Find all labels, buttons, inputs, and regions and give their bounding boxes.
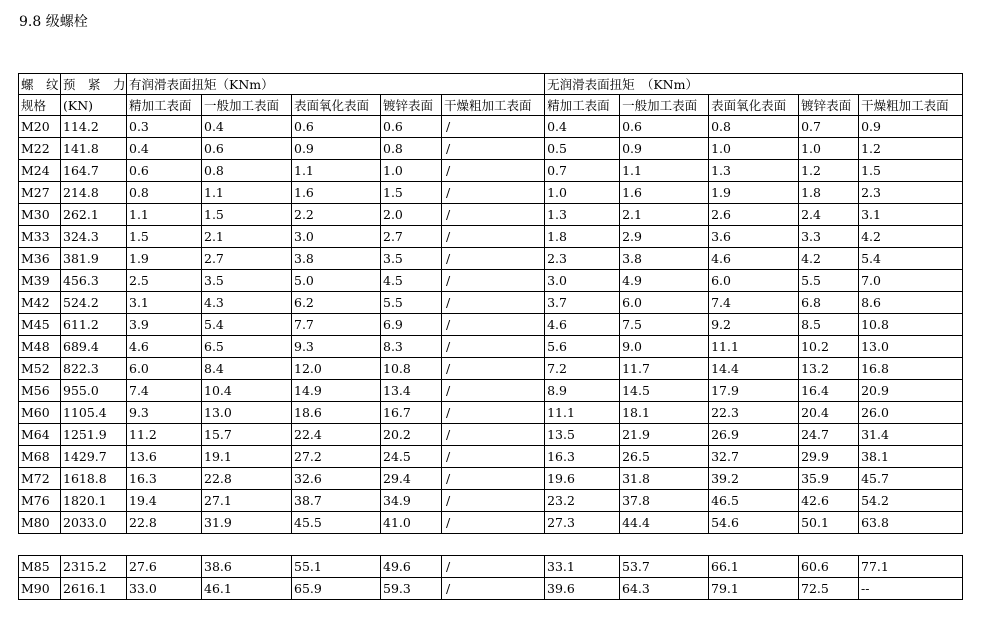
preload-cell: 1618.8 [61, 468, 127, 490]
torque-cell: 22.4 [292, 424, 381, 446]
torque-cell: 50.1 [799, 512, 859, 534]
lubricated-header: 有润滑表面扭矩（KNm） [127, 74, 545, 95]
torque-cell: 5.4 [859, 248, 963, 270]
unlubricated-surface-header: 表面氧化表面 [709, 95, 799, 116]
preload-cell: 1429.7 [61, 446, 127, 468]
torque-cell: / [442, 578, 545, 600]
torque-cell: 27.6 [127, 556, 202, 578]
unlubricated-header: 无润滑表面扭矩 （KNm） [545, 74, 963, 95]
torque-cell: 72.5 [799, 578, 859, 600]
torque-cell: / [442, 116, 545, 138]
torque-cell: 27.2 [292, 446, 381, 468]
torque-cell: 1.5 [859, 160, 963, 182]
torque-cell: 46.5 [709, 490, 799, 512]
preload-cell: 164.7 [61, 160, 127, 182]
torque-cell: 14.5 [620, 380, 709, 402]
bolt-size-cell: M90 [19, 578, 61, 600]
torque-cell: 41.0 [381, 512, 442, 534]
bolt-size-cell: M36 [19, 248, 61, 270]
torque-cell: 13.0 [202, 402, 292, 424]
torque-cell: / [442, 314, 545, 336]
torque-cell: 7.4 [709, 292, 799, 314]
torque-cell: 2.0 [381, 204, 442, 226]
torque-cell: 46.1 [202, 578, 292, 600]
torque-cell: 3.7 [545, 292, 620, 314]
torque-cell: 6.0 [127, 358, 202, 380]
torque-cell: 8.6 [859, 292, 963, 314]
torque-cell: 24.7 [799, 424, 859, 446]
torque-cell: 9.2 [709, 314, 799, 336]
torque-cell: 34.9 [381, 490, 442, 512]
torque-cell: 29.9 [799, 446, 859, 468]
preload-cell: 689.4 [61, 336, 127, 358]
torque-cell: -- [859, 578, 963, 600]
preload-cell: 214.8 [61, 182, 127, 204]
preload-cell: 381.9 [61, 248, 127, 270]
torque-cell: 4.6 [709, 248, 799, 270]
torque-cell: 10.2 [799, 336, 859, 358]
torque-table [18, 73, 963, 534]
torque-cell: / [442, 336, 545, 358]
torque-cell: 1.5 [127, 226, 202, 248]
torque-cell: 10.8 [859, 314, 963, 336]
torque-cell: 23.2 [545, 490, 620, 512]
torque-cell: 1.6 [292, 182, 381, 204]
torque-cell: 4.6 [545, 314, 620, 336]
table-row [19, 116, 963, 138]
torque-cell: 0.6 [127, 160, 202, 182]
torque-cell: 0.6 [292, 116, 381, 138]
torque-cell: / [442, 424, 545, 446]
torque-cell: 37.8 [620, 490, 709, 512]
torque-cell: 14.9 [292, 380, 381, 402]
bolt-size-cell: M72 [19, 468, 61, 490]
torque-cell: 20.9 [859, 380, 963, 402]
torque-cell: 31.4 [859, 424, 963, 446]
torque-cell: / [442, 226, 545, 248]
torque-cell: 18.6 [292, 402, 381, 424]
torque-cell: 22.3 [709, 402, 799, 424]
torque-cell: 0.7 [545, 160, 620, 182]
preload-cell: 611.2 [61, 314, 127, 336]
torque-cell: 6.0 [620, 292, 709, 314]
torque-cell: 38.1 [859, 446, 963, 468]
torque-cell: 13.5 [545, 424, 620, 446]
bolt-size-cell: M30 [19, 204, 61, 226]
torque-cell: 35.9 [799, 468, 859, 490]
table-row [19, 424, 963, 446]
torque-cell: 32.6 [292, 468, 381, 490]
torque-cell: 1.1 [292, 160, 381, 182]
torque-cell: 3.0 [292, 226, 381, 248]
bolt-size-cell: M39 [19, 270, 61, 292]
table-row [19, 182, 963, 204]
torque-table-extension [18, 555, 963, 600]
torque-cell: 1.1 [202, 182, 292, 204]
torque-cell: 6.2 [292, 292, 381, 314]
torque-cell: 6.8 [799, 292, 859, 314]
torque-cell: 53.7 [620, 556, 709, 578]
torque-cell: 11.1 [545, 402, 620, 424]
torque-cell: 1.9 [127, 248, 202, 270]
torque-cell: 24.5 [381, 446, 442, 468]
torque-cell: 11.1 [709, 336, 799, 358]
torque-cell: 31.9 [202, 512, 292, 534]
torque-cell: 1.3 [709, 160, 799, 182]
torque-cell: 4.2 [799, 248, 859, 270]
torque-cell: 5.5 [799, 270, 859, 292]
torque-cell: 79.1 [709, 578, 799, 600]
unlubricated-surface-header: 镀锌表面 [799, 95, 859, 116]
bolt-size-cell: M56 [19, 380, 61, 402]
torque-cell: 1.0 [381, 160, 442, 182]
torque-cell: / [442, 204, 545, 226]
torque-cell: 13.0 [859, 336, 963, 358]
preload-cell: 822.3 [61, 358, 127, 380]
torque-cell: 7.5 [620, 314, 709, 336]
torque-cell: 11.2 [127, 424, 202, 446]
torque-cell: 11.7 [620, 358, 709, 380]
torque-cell: 66.1 [709, 556, 799, 578]
torque-cell: 3.9 [127, 314, 202, 336]
torque-cell: 16.7 [381, 402, 442, 424]
page-title: 9.8 级螺栓 [19, 14, 88, 30]
torque-cell: / [442, 182, 545, 204]
torque-cell: 13.2 [799, 358, 859, 380]
bolt-size-cell: M45 [19, 314, 61, 336]
bolt-size-cell: M20 [19, 116, 61, 138]
table-row [19, 138, 963, 160]
table-row [19, 490, 963, 512]
torque-cell: 9.3 [292, 336, 381, 358]
torque-cell: 18.1 [620, 402, 709, 424]
torque-cell: 27.3 [545, 512, 620, 534]
torque-cell: 3.8 [620, 248, 709, 270]
torque-cell: 3.0 [545, 270, 620, 292]
torque-cell: 49.6 [381, 556, 442, 578]
unlubricated-surface-header: 干燥粗加工表面 [859, 95, 963, 116]
lubricated-surface-header: 镀锌表面 [381, 95, 442, 116]
torque-cell: 26.5 [620, 446, 709, 468]
lubricated-surface-header: 精加工表面 [127, 95, 202, 116]
torque-cell: / [442, 556, 545, 578]
torque-cell: 42.6 [799, 490, 859, 512]
torque-cell: 6.0 [709, 270, 799, 292]
preload-cell: 456.3 [61, 270, 127, 292]
torque-cell: 16.4 [799, 380, 859, 402]
lubricated-surface-header: 表面氧化表面 [292, 95, 381, 116]
torque-cell: 13.6 [127, 446, 202, 468]
torque-cell: 7.0 [859, 270, 963, 292]
lubricated-surface-header: 一般加工表面 [202, 95, 292, 116]
lubricated-surface-header: 干燥粗加工表面 [442, 95, 545, 116]
torque-cell: 0.4 [545, 116, 620, 138]
table-row [19, 204, 963, 226]
preload-unit: (KN) [61, 95, 127, 116]
torque-cell: 1.8 [545, 226, 620, 248]
torque-cell: 8.4 [202, 358, 292, 380]
table-row [19, 314, 963, 336]
torque-cell: 29.4 [381, 468, 442, 490]
torque-cell: / [442, 160, 545, 182]
torque-cell: / [442, 138, 545, 160]
torque-cell: 6.5 [202, 336, 292, 358]
bolt-size-cell: M85 [19, 556, 61, 578]
torque-cell: 38.7 [292, 490, 381, 512]
torque-cell: 5.4 [202, 314, 292, 336]
bolt-size-cell: M68 [19, 446, 61, 468]
torque-cell: 6.9 [381, 314, 442, 336]
torque-cell: 1.0 [709, 138, 799, 160]
preload-cell: 1105.4 [61, 402, 127, 424]
table-row [19, 556, 963, 578]
torque-cell: / [442, 270, 545, 292]
torque-cell: 4.5 [381, 270, 442, 292]
torque-cell: 3.1 [859, 204, 963, 226]
torque-cell: 33.1 [545, 556, 620, 578]
preload-header: 预 紧 力 [61, 74, 127, 95]
torque-cell: 0.9 [859, 116, 963, 138]
torque-cell: 39.6 [545, 578, 620, 600]
torque-cell: 0.4 [202, 116, 292, 138]
torque-cell: 20.4 [799, 402, 859, 424]
torque-cell: 4.9 [620, 270, 709, 292]
preload-cell: 141.8 [61, 138, 127, 160]
torque-cell: 15.7 [202, 424, 292, 446]
torque-cell: / [442, 446, 545, 468]
torque-cell: 19.6 [545, 468, 620, 490]
torque-cell: 64.3 [620, 578, 709, 600]
unlubricated-surface-header: 一般加工表面 [620, 95, 709, 116]
torque-cell: 21.9 [620, 424, 709, 446]
torque-cell: 0.8 [127, 182, 202, 204]
torque-cell: 19.4 [127, 490, 202, 512]
preload-cell: 262.1 [61, 204, 127, 226]
preload-cell: 1820.1 [61, 490, 127, 512]
table-row [19, 270, 963, 292]
spec-header: 螺 纹 [19, 74, 61, 95]
torque-cell: 55.1 [292, 556, 381, 578]
torque-cell: 45.7 [859, 468, 963, 490]
torque-cell: 1.2 [859, 138, 963, 160]
table-row [19, 292, 963, 314]
torque-cell: 3.6 [709, 226, 799, 248]
preload-cell: 524.2 [61, 292, 127, 314]
torque-cell: 44.4 [620, 512, 709, 534]
torque-cell: 7.2 [545, 358, 620, 380]
torque-cell: 2.6 [709, 204, 799, 226]
torque-cell: 4.3 [202, 292, 292, 314]
preload-cell: 114.2 [61, 116, 127, 138]
torque-cell: 8.9 [545, 380, 620, 402]
torque-cell: 1.5 [202, 204, 292, 226]
torque-cell: 60.6 [799, 556, 859, 578]
torque-cell: 3.1 [127, 292, 202, 314]
torque-cell: 39.2 [709, 468, 799, 490]
bolt-size-cell: M42 [19, 292, 61, 314]
torque-cell: 10.4 [202, 380, 292, 402]
table-row [19, 248, 963, 270]
torque-cell: 9.3 [127, 402, 202, 424]
torque-cell: 8.3 [381, 336, 442, 358]
torque-cell: 22.8 [127, 512, 202, 534]
bolt-size-cell: M80 [19, 512, 61, 534]
torque-cell: 2.2 [292, 204, 381, 226]
torque-cell: 54.6 [709, 512, 799, 534]
torque-cell: / [442, 358, 545, 380]
table-row [19, 380, 963, 402]
torque-cell: 3.3 [799, 226, 859, 248]
torque-cell: 2.4 [799, 204, 859, 226]
torque-cell: / [442, 402, 545, 424]
torque-cell: 63.8 [859, 512, 963, 534]
preload-cell: 2033.0 [61, 512, 127, 534]
torque-cell: 4.6 [127, 336, 202, 358]
table-row [19, 336, 963, 358]
torque-cell: 65.9 [292, 578, 381, 600]
preload-cell: 2315.2 [61, 556, 127, 578]
table-row [19, 358, 963, 380]
torque-cell: 45.5 [292, 512, 381, 534]
bolt-size-cell: M64 [19, 424, 61, 446]
torque-cell: 17.9 [709, 380, 799, 402]
torque-cell: 2.7 [202, 248, 292, 270]
table-row [19, 402, 963, 424]
torque-cell: 1.0 [799, 138, 859, 160]
torque-cell: 1.1 [127, 204, 202, 226]
torque-cell: 4.2 [859, 226, 963, 248]
torque-cell: 7.4 [127, 380, 202, 402]
torque-cell: 16.3 [127, 468, 202, 490]
torque-cell: 8.5 [799, 314, 859, 336]
spec-header-2: 规格 [19, 95, 61, 116]
torque-cell: 10.8 [381, 358, 442, 380]
torque-cell: 1.3 [545, 204, 620, 226]
torque-cell: 0.8 [202, 160, 292, 182]
torque-cell: 2.1 [620, 204, 709, 226]
torque-cell: 3.5 [381, 248, 442, 270]
torque-cell: 16.3 [545, 446, 620, 468]
torque-cell: / [442, 292, 545, 314]
torque-cell: 0.4 [127, 138, 202, 160]
torque-cell: 0.5 [545, 138, 620, 160]
torque-cell: / [442, 512, 545, 534]
torque-cell: 19.1 [202, 446, 292, 468]
bolt-size-cell: M33 [19, 226, 61, 248]
torque-cell: 5.6 [545, 336, 620, 358]
torque-cell: 22.8 [202, 468, 292, 490]
bolt-size-cell: M27 [19, 182, 61, 204]
torque-cell: / [442, 380, 545, 402]
torque-cell: 1.8 [799, 182, 859, 204]
torque-cell: 13.4 [381, 380, 442, 402]
table-row [19, 160, 963, 182]
bolt-size-cell: M24 [19, 160, 61, 182]
torque-cell: 9.0 [620, 336, 709, 358]
torque-cell: 0.9 [292, 138, 381, 160]
torque-cell: 38.6 [202, 556, 292, 578]
bolt-size-cell: M48 [19, 336, 61, 358]
torque-cell: 1.0 [545, 182, 620, 204]
torque-cell: 5.5 [381, 292, 442, 314]
torque-cell: 1.1 [620, 160, 709, 182]
torque-cell: 14.4 [709, 358, 799, 380]
preload-cell: 324.3 [61, 226, 127, 248]
torque-cell: / [442, 248, 545, 270]
torque-cell: 16.8 [859, 358, 963, 380]
torque-cell: 26.0 [859, 402, 963, 424]
preload-cell: 2616.1 [61, 578, 127, 600]
bolt-size-cell: M52 [19, 358, 61, 380]
torque-cell: 0.6 [202, 138, 292, 160]
torque-cell: 0.9 [620, 138, 709, 160]
torque-cell: 20.2 [381, 424, 442, 446]
torque-cell: 2.3 [859, 182, 963, 204]
torque-cell: 33.0 [127, 578, 202, 600]
torque-cell: 2.9 [620, 226, 709, 248]
torque-cell: 0.7 [799, 116, 859, 138]
torque-cell: 1.6 [620, 182, 709, 204]
torque-cell: / [442, 490, 545, 512]
torque-cell: 3.5 [202, 270, 292, 292]
torque-cell: 32.7 [709, 446, 799, 468]
bolt-size-cell: M60 [19, 402, 61, 424]
torque-cell: 3.8 [292, 248, 381, 270]
torque-cell: 0.6 [381, 116, 442, 138]
torque-cell: 12.0 [292, 358, 381, 380]
unlubricated-surface-header: 精加工表面 [545, 95, 620, 116]
table-row [19, 226, 963, 248]
table-row [19, 468, 963, 490]
bolt-size-cell: M76 [19, 490, 61, 512]
table-row [19, 512, 963, 534]
torque-cell: 7.7 [292, 314, 381, 336]
torque-cell: 54.2 [859, 490, 963, 512]
table-row [19, 446, 963, 468]
torque-cell: 1.2 [799, 160, 859, 182]
torque-cell: 2.5 [127, 270, 202, 292]
torque-cell: 2.1 [202, 226, 292, 248]
torque-cell: 5.0 [292, 270, 381, 292]
torque-cell: 0.8 [709, 116, 799, 138]
bolt-size-cell: M22 [19, 138, 61, 160]
torque-cell: 2.7 [381, 226, 442, 248]
torque-cell: 0.6 [620, 116, 709, 138]
table-row [19, 578, 963, 600]
preload-cell: 955.0 [61, 380, 127, 402]
torque-cell: 0.8 [381, 138, 442, 160]
torque-cell: 59.3 [381, 578, 442, 600]
torque-cell: 1.9 [709, 182, 799, 204]
torque-cell: / [442, 468, 545, 490]
torque-cell: 1.5 [381, 182, 442, 204]
torque-cell: 0.3 [127, 116, 202, 138]
torque-cell: 2.3 [545, 248, 620, 270]
torque-cell: 26.9 [709, 424, 799, 446]
torque-cell: 31.8 [620, 468, 709, 490]
preload-cell: 1251.9 [61, 424, 127, 446]
torque-cell: 27.1 [202, 490, 292, 512]
torque-cell: 77.1 [859, 556, 963, 578]
